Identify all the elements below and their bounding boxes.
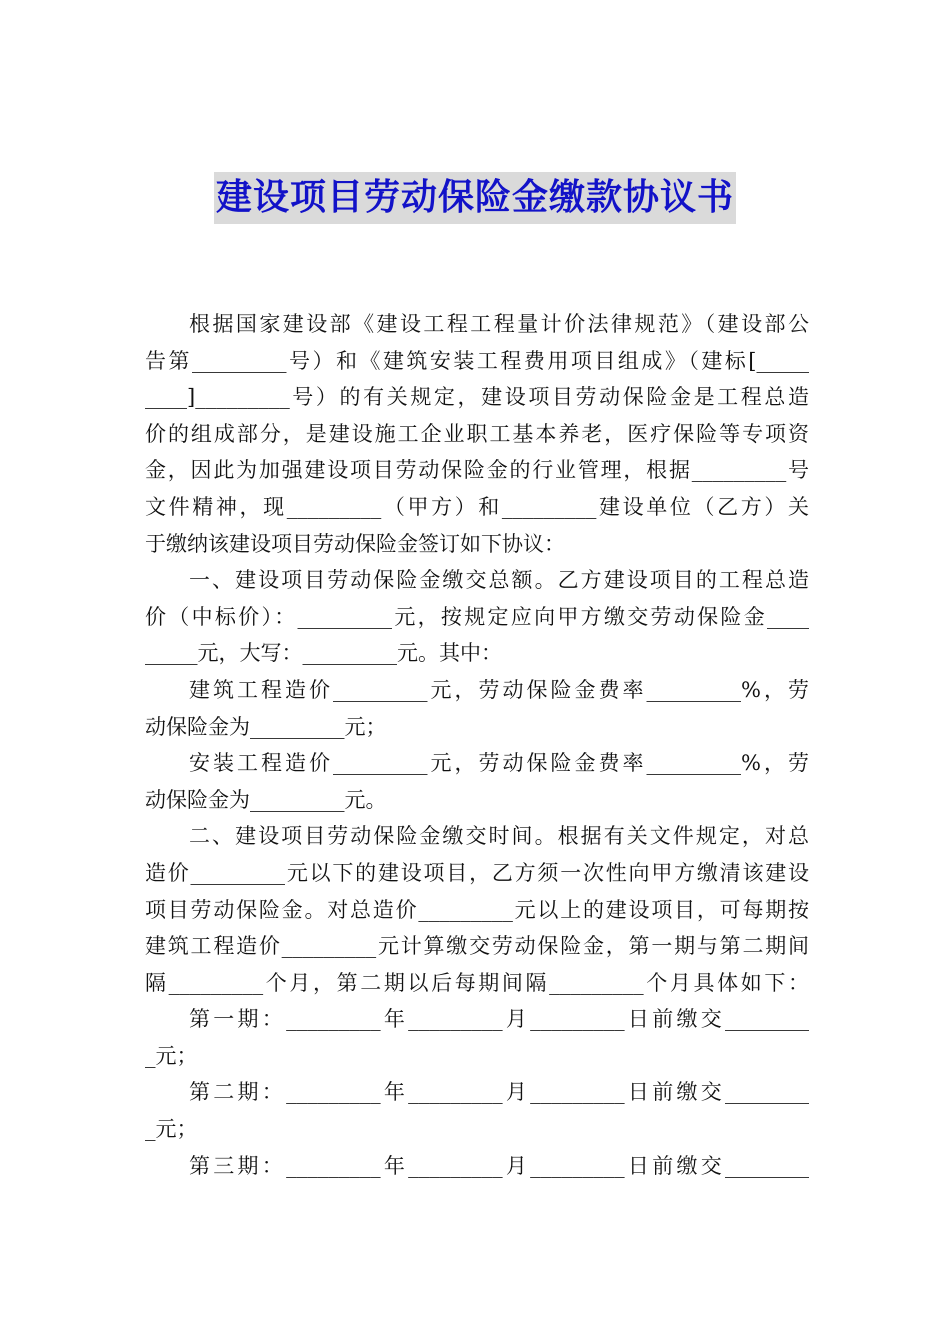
- text-line: 价的组成部分，是建设施工企业职工基本养老，医疗保险等专项资: [145, 421, 809, 446]
- paragraph-section-2: [145, 818, 809, 1001]
- text-line: 动保险金为_________元；: [145, 714, 387, 739]
- text-line: _____元，大写：_________元。其中：: [145, 641, 502, 666]
- document-body: [145, 306, 809, 1184]
- paragraph-period-1: [145, 1001, 809, 1074]
- text-line: 隔_________个月，第二期以后每期间隔_________个月具体如下：: [145, 970, 809, 995]
- text-line: 第二期：_________年_________月_________日前缴交________: [189, 1080, 809, 1105]
- text-line: 金，因此为加强建设项目劳动保险金的行业管理，根据_________号: [145, 458, 809, 483]
- text-line: 动保险金为_________元。: [145, 787, 387, 812]
- text-line: 一、建设项目劳动保险金缴交总额。乙方建设项目的工程总造: [189, 568, 809, 593]
- text-line: 项目劳动保险金。对总造价_________元以上的建设项目，可每期按: [145, 897, 809, 922]
- paragraph-intro: [145, 306, 809, 562]
- text-line: 第一期：_________年_________月_________日前缴交________: [189, 1007, 809, 1032]
- text-line: 于缴纳该建设项目劳动保险金签订如下协议：: [145, 531, 565, 556]
- text-line: _元；: [145, 1117, 198, 1142]
- paragraph-installation: [145, 745, 809, 818]
- text-line: 文件精神，现_________（甲方）和_________建设单位（乙方）关: [145, 494, 809, 519]
- paragraph-construction: [145, 672, 809, 745]
- title-wrapper: [0, 172, 950, 224]
- text-line: 根据国家建设部《建设工程工程量计价法律规范》（建设部公: [189, 312, 809, 336]
- text-line: 造价_________元以下的建设项目，乙方须一次性向甲方缴清该建设: [145, 860, 809, 885]
- text-line: 价（中标价）：_________元，按规定应向甲方缴交劳动保险金____: [145, 604, 809, 629]
- paragraph-period-3: [145, 1148, 809, 1185]
- paragraph-section-1: [145, 562, 809, 672]
- text-line: 建筑工程造价_________元计算缴交劳动保险金，第一期与第二期间: [145, 934, 809, 959]
- text-line: ____]_________号）的有关规定，建设项目劳动保险金是工程总造: [145, 385, 809, 410]
- text-line: 二、建设项目劳动保险金缴交时间。根据有关文件规定，对总: [189, 824, 809, 849]
- text-line: _元；: [145, 1043, 198, 1068]
- paragraph-period-2: [145, 1074, 809, 1147]
- document-title: 建设项目劳动保险金缴款协议书: [214, 172, 736, 224]
- text-line: 建筑工程造价_________元，劳动保险金费率_________%，劳: [189, 677, 809, 702]
- text-line: 第三期：_________年_________月_________日前缴交________: [189, 1153, 809, 1178]
- text-line: 告第_________号）和《建筑安装工程费用项目组成》（建标[_____: [145, 348, 809, 373]
- text-line: 安装工程造价_________元，劳动保险金费率_________%，劳: [189, 751, 809, 776]
